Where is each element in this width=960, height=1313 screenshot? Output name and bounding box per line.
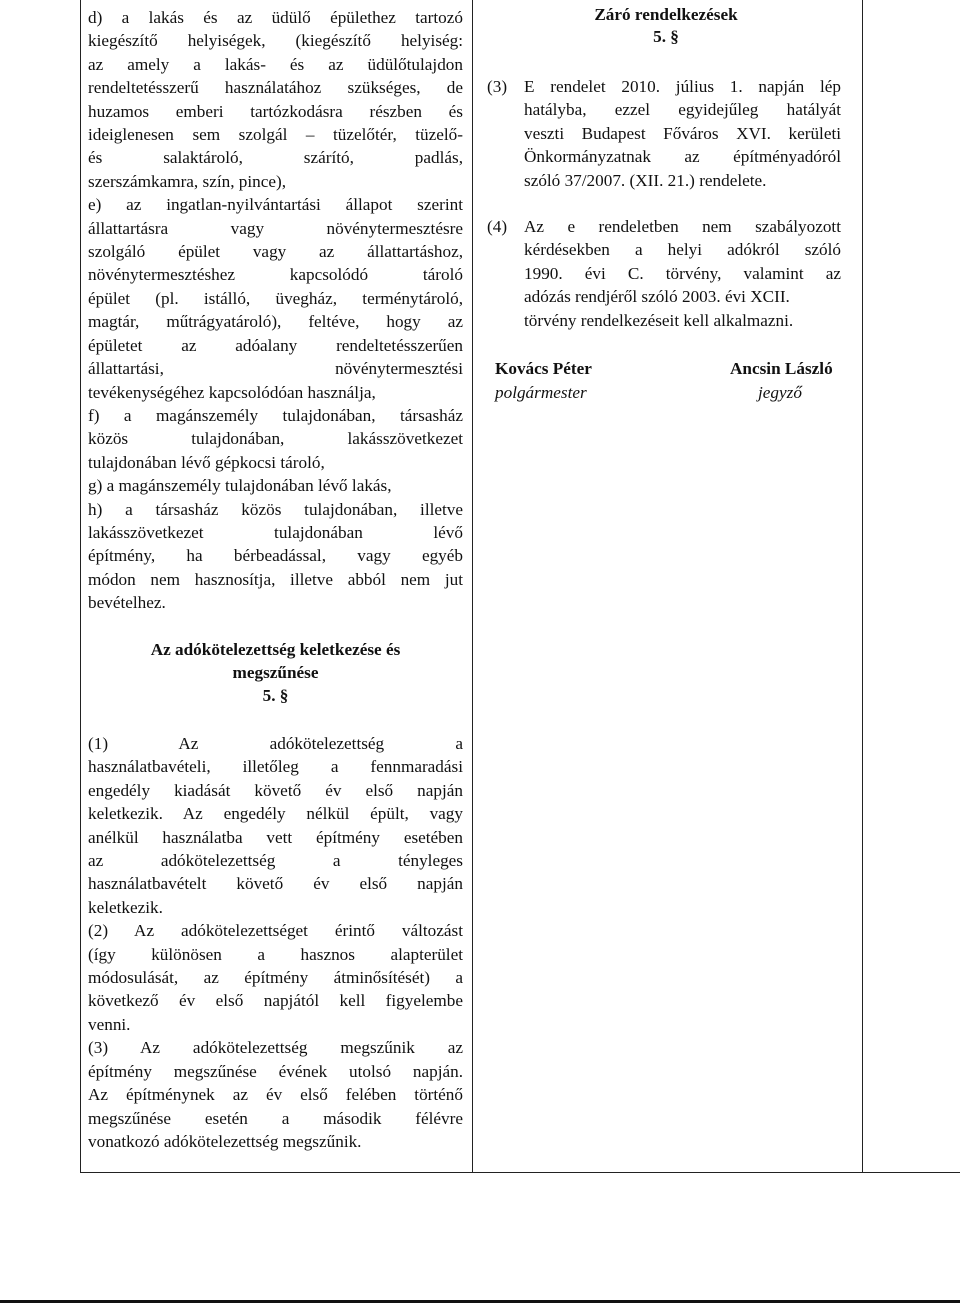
text-line: és salaktároló, szárító, padlás, bbox=[88, 148, 463, 168]
text-line: f) a magánszemély tulajdonában, társasház bbox=[88, 405, 463, 425]
text-line: keletkezik. bbox=[88, 897, 163, 917]
text-line: veszti Budapest Főváros XVI. kerületi bbox=[524, 123, 841, 143]
text-line: venni. bbox=[88, 1014, 131, 1034]
text-line: tevékenységéhez kapcsolódóan használja, bbox=[88, 382, 376, 402]
closing-section-number: 5. § bbox=[653, 27, 679, 46]
text-line: Az e rendeletben nem szabályozott bbox=[524, 217, 841, 236]
section-heading-line2: megszűnése bbox=[232, 663, 319, 682]
text-line: Az építménynek az év első felében történő bbox=[88, 1085, 463, 1105]
table-bottom-rule bbox=[80, 1172, 960, 1173]
paragraph-body bbox=[524, 75, 841, 192]
section-heading bbox=[88, 638, 463, 707]
text-line: magtár, műtrágyatároló), feltéve, hogy az bbox=[88, 312, 463, 332]
text-line: tulajdonában lévő gépkocsi tároló, bbox=[88, 452, 325, 472]
text-line: keletkezik. Az engedély nélkül épült, vagy bbox=[88, 804, 463, 824]
text-line: engedély kiadását követő év első napján bbox=[88, 780, 463, 800]
closing-heading bbox=[480, 4, 852, 48]
text-line: használatbavételi, illetőleg a fennmaradási bbox=[88, 757, 463, 777]
right-divider bbox=[862, 0, 863, 1172]
definitions-text bbox=[88, 6, 463, 615]
text-line: (így különösen a hasznos alapterület bbox=[88, 944, 463, 964]
mayor-name: Kovács Péter bbox=[495, 359, 592, 378]
text-line: következő év első napjától kell figyelembe bbox=[88, 991, 463, 1011]
section-heading-line1: Az adókötelezettség keletkezése és bbox=[150, 640, 401, 659]
text-line: d) a lakás és az üdülő épülethez tartozó bbox=[88, 8, 463, 27]
paragraph-number: (4) bbox=[487, 217, 508, 236]
text-line: vonatkozó adókötelezettség megszűnik. bbox=[88, 1131, 362, 1151]
text-line: lakásszövetkezet tulajdonában lévő bbox=[88, 522, 463, 542]
text-line: (3) Az adókötelezettség megszűnik az bbox=[88, 1038, 463, 1058]
text-line: anélkül használatba vett építmény esetében bbox=[88, 827, 463, 847]
text-line: módon nem hasznosítja, illetve abból nem jut bbox=[88, 569, 463, 589]
mayor-title: polgármester bbox=[495, 383, 587, 402]
text-line: megszűnése esetén a második félévre bbox=[88, 1108, 463, 1128]
text-line: huzamos emberi tartózkodásra részben és bbox=[88, 101, 463, 121]
notary-name: Ancsin László bbox=[730, 359, 833, 378]
text-line: szerszámkamra, szín, pince), bbox=[88, 171, 287, 191]
paragraph-number: (3) bbox=[487, 77, 508, 96]
text-line: állattartási, növénytermesztési bbox=[88, 359, 463, 379]
text-line: Önkormányzatnak az építményadóról bbox=[524, 147, 841, 167]
text-line: szolgáló épület vagy az állattartáshoz, bbox=[88, 242, 463, 262]
text-line: építmény megszűnése évének utolsó napján. bbox=[88, 1061, 463, 1081]
text-line: az amely a lakás- és az üdülőtulajdon bbox=[88, 54, 463, 74]
text-line: E rendelet 2010. július 1. napján lép bbox=[524, 77, 841, 96]
text-line: közös tulajdonában, lakásszövetkezet bbox=[88, 429, 463, 449]
center-divider bbox=[472, 0, 473, 1172]
page-bottom-bar bbox=[0, 1300, 960, 1303]
text-line: törvény rendelkezéseit kell alkalmazni. bbox=[524, 310, 794, 330]
text-line: használatbavételt követő év első napján bbox=[88, 874, 463, 894]
closing-heading-title: Záró rendelkezések bbox=[594, 5, 738, 24]
notary-title: jegyző bbox=[758, 383, 802, 402]
text-line: h) a társasház közös tulajdonában, illetve bbox=[88, 499, 463, 519]
text-line: növénytermesztéshez kapcsolódó tároló bbox=[88, 265, 463, 285]
section-number: 5. § bbox=[262, 686, 289, 705]
text-line: (1) Az adókötelezettség a bbox=[88, 734, 463, 753]
text-line: adózás rendjéről szóló 2003. évi XCII. bbox=[524, 287, 790, 307]
obligation-paragraphs bbox=[88, 732, 463, 1153]
text-line: g) a magánszemély tulajdonában lévő lakás, bbox=[88, 476, 392, 496]
left-border bbox=[80, 0, 81, 1172]
text-line: (2) Az adókötelezettséget érintő változást bbox=[88, 921, 463, 941]
paragraph-body bbox=[524, 215, 841, 332]
text-line: épület (pl. istálló, üvegház, terménytároló, bbox=[88, 288, 463, 308]
text-line: kérdésekben a helyi adókról szóló bbox=[524, 240, 841, 260]
text-line: bevételhez. bbox=[88, 593, 166, 613]
text-line: építmény, ha bérbeadással, vagy egyéb bbox=[88, 546, 463, 566]
text-line: épületet az adóalany rendeltetésszerűen bbox=[88, 335, 463, 355]
text-line: hatályba, ezzel egyidejűleg hatályát bbox=[524, 100, 841, 120]
text-line: ideiglenesen sem szolgál – tüzelőtér, tüzelő- bbox=[88, 125, 463, 145]
text-line: kiegészítő helyiségek, (kiegészítő helyiség: bbox=[88, 31, 463, 51]
text-line: rendeltetésszerű használatához szükséges, de bbox=[88, 78, 463, 98]
text-line: szóló 37/2007. (XII. 21.) rendelete. bbox=[524, 170, 767, 190]
text-line: módosulását, az építmény átminősítését) a bbox=[88, 968, 463, 988]
text-line: az adókötelezettség a tényleges bbox=[88, 851, 463, 871]
text-line: e) az ingatlan-nyilvántartási állapot szerint bbox=[88, 195, 463, 215]
text-line: 1990. évi C. törvény, valamint az bbox=[524, 263, 841, 283]
text-line: állattartásra vagy növénytermesztésre bbox=[88, 218, 463, 238]
